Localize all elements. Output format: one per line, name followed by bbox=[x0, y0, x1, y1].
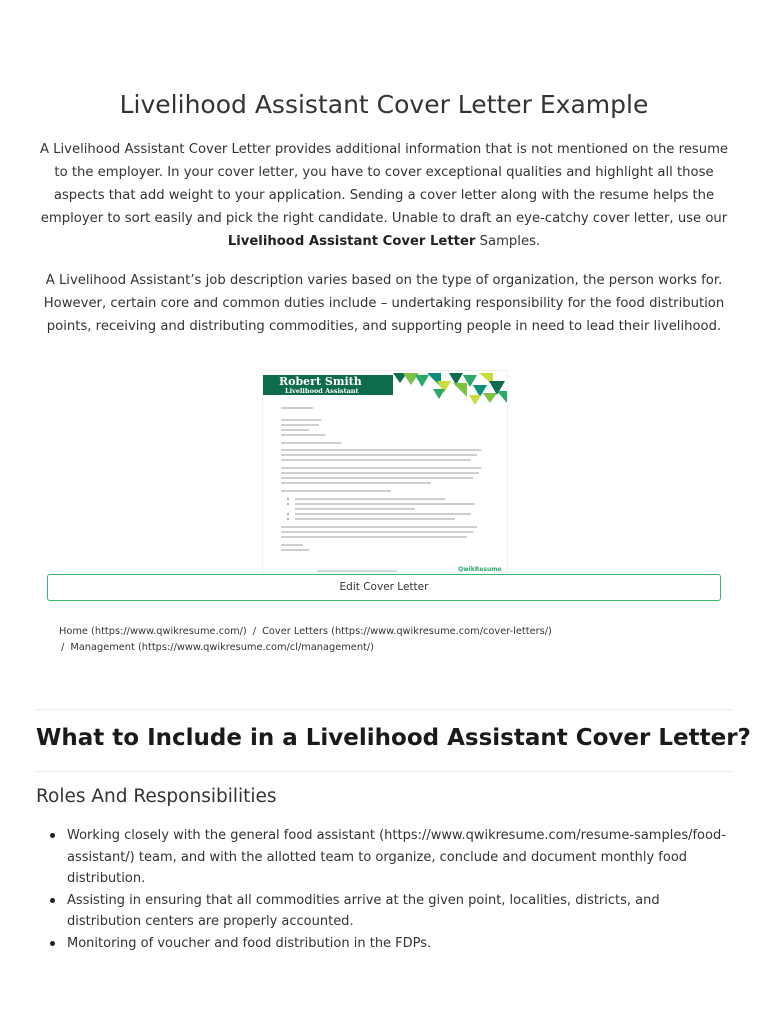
thumb-text-line bbox=[281, 544, 303, 546]
thumb-text-line bbox=[281, 477, 473, 479]
thumb-text-line bbox=[281, 467, 481, 469]
thumb-text-line bbox=[295, 508, 415, 510]
divider bbox=[36, 771, 732, 772]
thumb-bullet bbox=[287, 513, 289, 515]
thumb-text-line bbox=[281, 526, 477, 528]
breadcrumb-management-link[interactable]: Management (https://www.qwikresume.com/cl/management/) bbox=[70, 642, 375, 653]
thumb-text-line bbox=[281, 419, 321, 421]
geometric-pattern-icon bbox=[393, 373, 507, 405]
thumb-bullet bbox=[287, 503, 289, 505]
qwikresume-logo: QwikResume bbox=[458, 566, 502, 573]
page-title: Livelihood Assistant Cover Letter Example bbox=[119, 90, 649, 119]
thumb-text-line bbox=[295, 518, 455, 520]
thumb-text-line bbox=[281, 549, 309, 551]
thumb-text-line bbox=[281, 449, 481, 451]
thumb-text-line bbox=[281, 459, 471, 461]
thumbnail-role: Livelihood Assistant bbox=[285, 387, 359, 395]
thumb-text-line bbox=[295, 513, 471, 515]
breadcrumb-separator: / bbox=[252, 626, 257, 637]
intro-text-end: Samples. bbox=[475, 234, 541, 249]
thumb-text-line bbox=[281, 429, 309, 431]
intro-bold-link: Livelihood Assistant Cover Letter bbox=[227, 234, 476, 249]
breadcrumb-home-link[interactable]: Home (https://www.qwikresume.com/) bbox=[59, 626, 247, 637]
thumb-text-line bbox=[295, 498, 445, 500]
thumb-text-line bbox=[281, 482, 431, 484]
thumb-text-line bbox=[295, 503, 475, 505]
thumb-footer-line bbox=[317, 570, 397, 572]
list-item: Assisting in ensuring that all commodities arrive at the given point, localities, districts, and distribution centers are properly accounted. bbox=[36, 890, 736, 933]
breadcrumb-separator: / bbox=[61, 642, 65, 653]
thumb-bullet bbox=[287, 518, 289, 520]
thumb-text-line bbox=[281, 536, 467, 538]
thumb-bullet bbox=[287, 498, 289, 500]
breadcrumb bbox=[59, 624, 739, 656]
thumbnail-name: Robert Smith bbox=[279, 375, 362, 388]
divider bbox=[36, 709, 732, 710]
thumb-text-line bbox=[281, 490, 391, 492]
list-item: Working closely with the general food assistant (https://www.qwikresume.com/resume-samples/food-assistant/) team, and with the allotted team to organize, conclude and document monthly food distribution. bbox=[36, 825, 736, 890]
cover-letter-thumbnail[interactable] bbox=[262, 370, 508, 578]
description-paragraph: A Livelihood Assistant’s job description varies based on the type of organization, the person works for. However, certain core and common duties include – undertaking responsibility for the food distribution points, receiving and distributing commodities, and supporting people in need to lead their livelihood. bbox=[43, 273, 725, 334]
thumb-text-line bbox=[281, 454, 477, 456]
thumb-text-line bbox=[281, 424, 319, 426]
thumb-text-line bbox=[281, 434, 325, 436]
roles-subheading: Roles And Responsibilities bbox=[36, 786, 277, 807]
intro-text: A Livelihood Assistant Cover Letter provides additional information that is not mentioned on the resume to the employer. In your cover letter, you have to cover exceptional qualities and highlight all those aspects that add weight to your application. Sending a cover letter along with the resume helps the employer to sort easily and pick the right candidate. Unable to draft an eye-catchy cover letter, use our bbox=[39, 142, 729, 226]
thumb-text-line bbox=[281, 531, 473, 533]
breadcrumb-cover-letters-link[interactable]: Cover Letters (https://www.qwikresume.com/cover-letters/) bbox=[262, 626, 552, 637]
thumb-text-line bbox=[281, 472, 479, 474]
edit-cover-letter-button[interactable]: Edit Cover Letter bbox=[47, 574, 721, 601]
section-heading: What to Include in a Livelihood Assistant Cover Letter? bbox=[36, 725, 751, 751]
list-item: Monitoring of voucher and food distribution in the FDPs. bbox=[36, 933, 736, 955]
thumb-text-line bbox=[281, 442, 341, 444]
responsibilities-list bbox=[36, 825, 736, 954]
thumb-text-line bbox=[281, 407, 313, 409]
intro-paragraph bbox=[36, 138, 732, 253]
